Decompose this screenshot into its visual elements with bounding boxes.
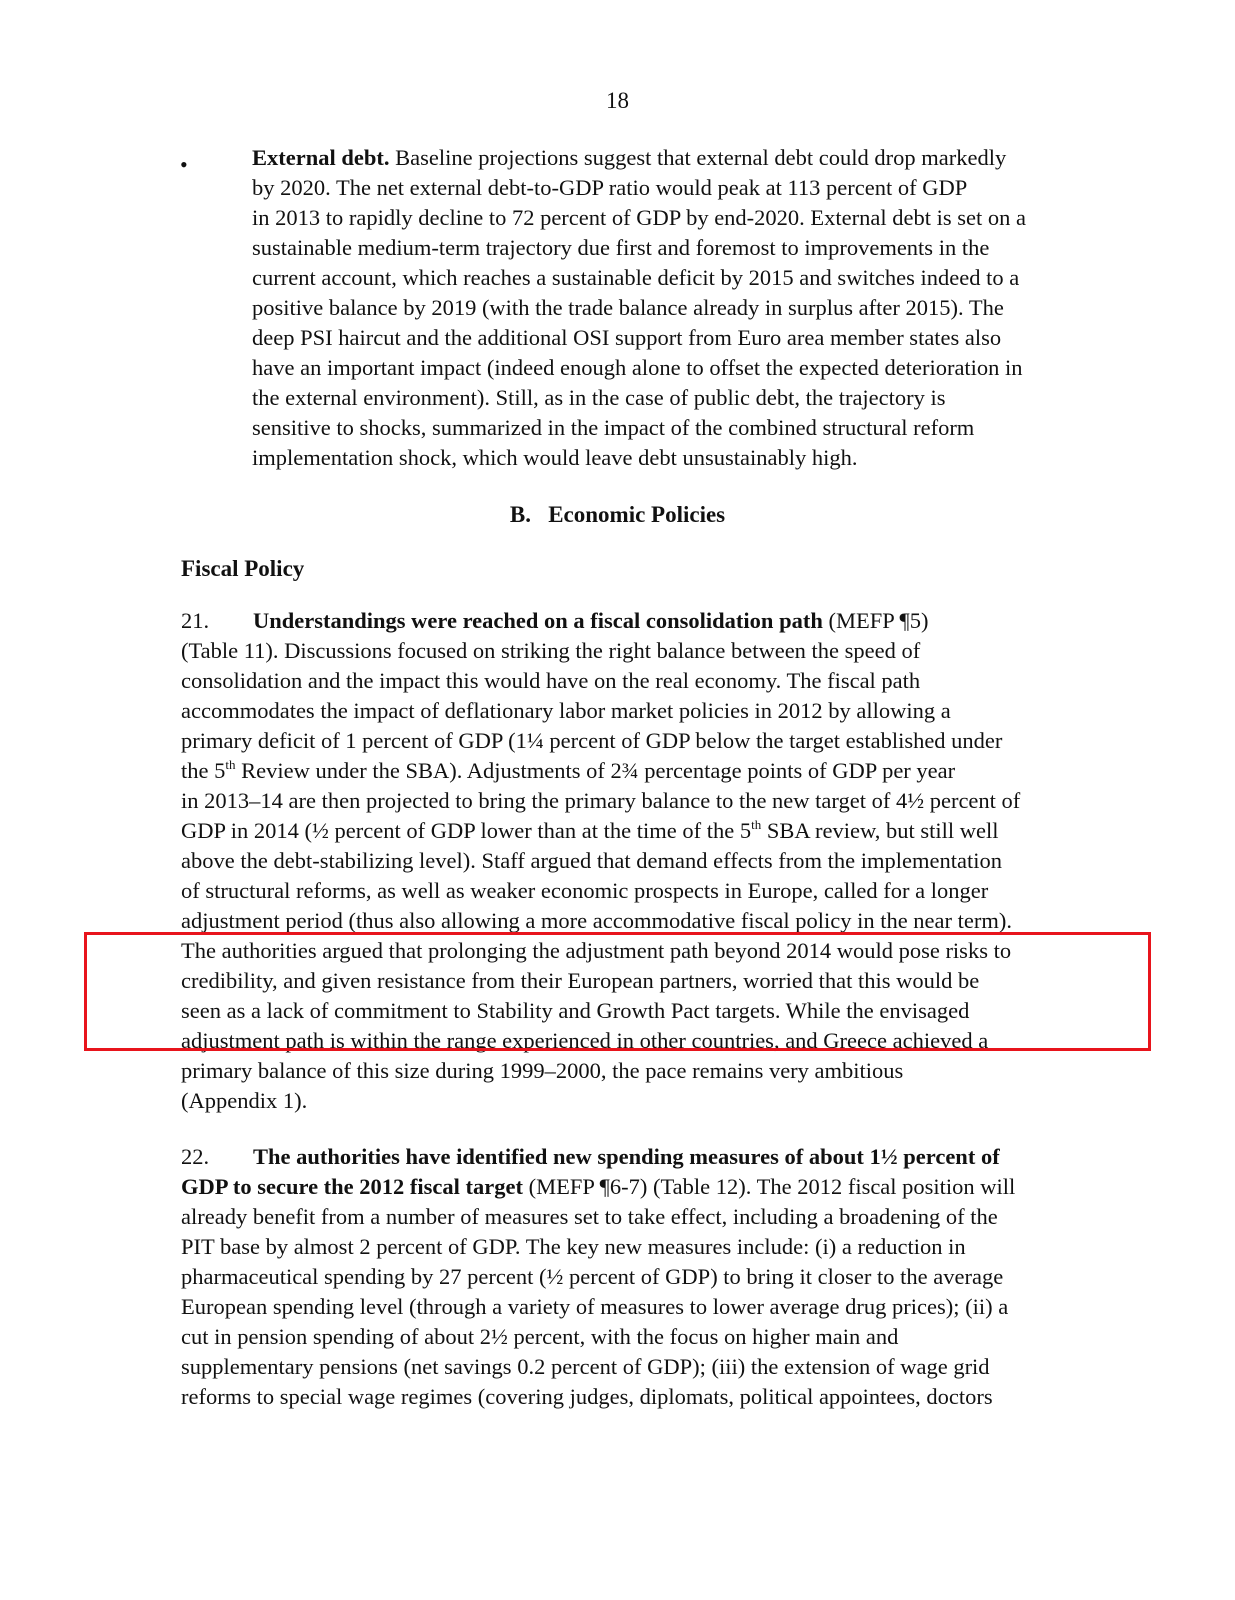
line-text: (MEFP ¶6-7) (Table 12). The 2012 fiscal position will xyxy=(523,1174,1016,1199)
highlighted-line: credibility, and given resistance from their European partners, worried that this would be xyxy=(181,968,980,993)
line-text: SBA review, but still well xyxy=(761,818,999,843)
line-text: (MEFP ¶5) xyxy=(822,608,929,633)
highlighted-line: adjustment path is within the range experienced in other countries, and Greece achieved a xyxy=(181,1028,989,1053)
text-line: consolidation and the impact this would have on the real economy. The fiscal path xyxy=(181,668,921,693)
text-line: PIT base by almost 2 percent of GDP. The key new measures include: (i) a reduction in xyxy=(181,1234,966,1259)
text-line: European spending level (through a variety of measures to lower average drug prices); (ii) a xyxy=(181,1294,1009,1319)
text-line: deep PSI haircut and the additional OSI support from Euro area member states also xyxy=(252,325,1002,350)
paragraph-lead: The authorities have identified new spending measures of about 1½ percent of xyxy=(253,1144,1000,1169)
text-line: accommodates the impact of deflationary labor market policies in 2012 by allowing a xyxy=(181,698,951,723)
text-line: above the debt-stabilizing level). Staff argued that demand effects from the implementation xyxy=(181,848,1002,873)
paragraph-number: 21. xyxy=(181,608,210,633)
text-line: current account, which reaches a sustainable deficit by 2015 and switches indeed to a xyxy=(252,265,1020,290)
superscript: th xyxy=(751,817,762,832)
text-line: of structural reforms, as well as weaker economic prospects in Europe, called for a longer xyxy=(181,878,989,903)
bullet-lead: External debt. xyxy=(252,145,390,170)
line-text: the 5 xyxy=(181,758,226,783)
superscript: th xyxy=(225,757,236,772)
text-line: in 2013 to rapidly decline to 72 percent of GDP by end-2020. External debt is set on a xyxy=(252,205,1026,230)
text-line: sensitive to shocks, summarized in the impact of the combined structural reform xyxy=(252,415,975,440)
bullet-dot: • xyxy=(180,152,188,177)
highlight-rectangle xyxy=(84,932,1151,1051)
external-debt-bullet xyxy=(252,143,1026,473)
text-line: (Appendix 1). xyxy=(181,1088,308,1113)
highlighted-line: seen as a lack of commitment to Stability and Growth Pact targets. While the envisaged xyxy=(181,998,970,1023)
text-line: primary balance of this size during 1999–2000, the pace remains very ambitious xyxy=(181,1058,904,1083)
text-line: supplementary pensions (net savings 0.2 percent of GDP); (iii) the extension of wage grid xyxy=(181,1354,990,1379)
text-line: sustainable medium-term trajectory due first and foremost to improvements in the xyxy=(252,235,990,260)
line-text: Review under the SBA). Adjustments of 2¾ percentage points of GDP per year xyxy=(235,758,956,783)
text-line xyxy=(181,816,1020,846)
text-line xyxy=(252,143,1026,173)
text-line xyxy=(181,606,1020,636)
text-line: pharmaceutical spending by 27 percent (½ percent of GDP) to bring it closer to the average xyxy=(181,1264,1004,1289)
text-line: by 2020. The net external debt-to-GDP ratio would peak at 113 percent of GDP xyxy=(252,175,968,200)
text-line xyxy=(181,756,1020,786)
text-line: primary deficit of 1 percent of GDP (1¼ percent of GDP below the target established under xyxy=(181,728,1003,753)
text-line: reforms to special wage regimes (covering judges, diplomats, political appointees, doctors xyxy=(181,1384,993,1409)
paragraph-lead: GDP to secure the 2012 fiscal target xyxy=(181,1174,523,1199)
paragraph-lead: Understandings were reached on a fiscal consolidation path xyxy=(253,608,823,633)
text-line: have an important impact (indeed enough alone to offset the expected deterioration in xyxy=(252,355,1023,380)
text-line: implementation shock, which would leave debt unsustainably high. xyxy=(252,445,858,470)
text-line: adjustment period (thus also allowing a more accommodative fiscal policy in the near term). xyxy=(181,908,1012,933)
text-line: (Table 11). Discussions focused on striking the right balance between the speed of xyxy=(181,638,921,663)
text-line: positive balance by 2019 (with the trade balance already in surplus after 2015). The xyxy=(252,295,1004,320)
text-line: already benefit from a number of measures set to take effect, including a broadening of the xyxy=(181,1204,998,1229)
line-text: Baseline projections suggest that external debt could drop markedly xyxy=(389,145,1007,170)
text-line: the external environment). Still, as in the case of public debt, the trajectory is xyxy=(252,385,946,410)
page-number: 18 xyxy=(606,88,629,113)
paragraph-number: 22. xyxy=(181,1144,210,1169)
paragraph-22 xyxy=(181,1142,1015,1412)
section-heading: B. Economic Policies xyxy=(509,502,726,527)
text-line: in 2013–14 are then projected to bring the primary balance to the new target of 4½ percent of xyxy=(181,788,1021,813)
text-line xyxy=(181,1172,1015,1202)
text-line xyxy=(181,1142,1015,1172)
highlighted-line: The authorities argued that prolonging the adjustment path beyond 2014 would pose risks to xyxy=(181,938,1012,963)
line-text: GDP in 2014 (½ percent of GDP lower than at the time of the 5 xyxy=(181,818,752,843)
sub-heading: Fiscal Policy xyxy=(181,556,305,581)
text-line: cut in pension spending of about 2½ percent, with the focus on higher main and xyxy=(181,1324,899,1349)
